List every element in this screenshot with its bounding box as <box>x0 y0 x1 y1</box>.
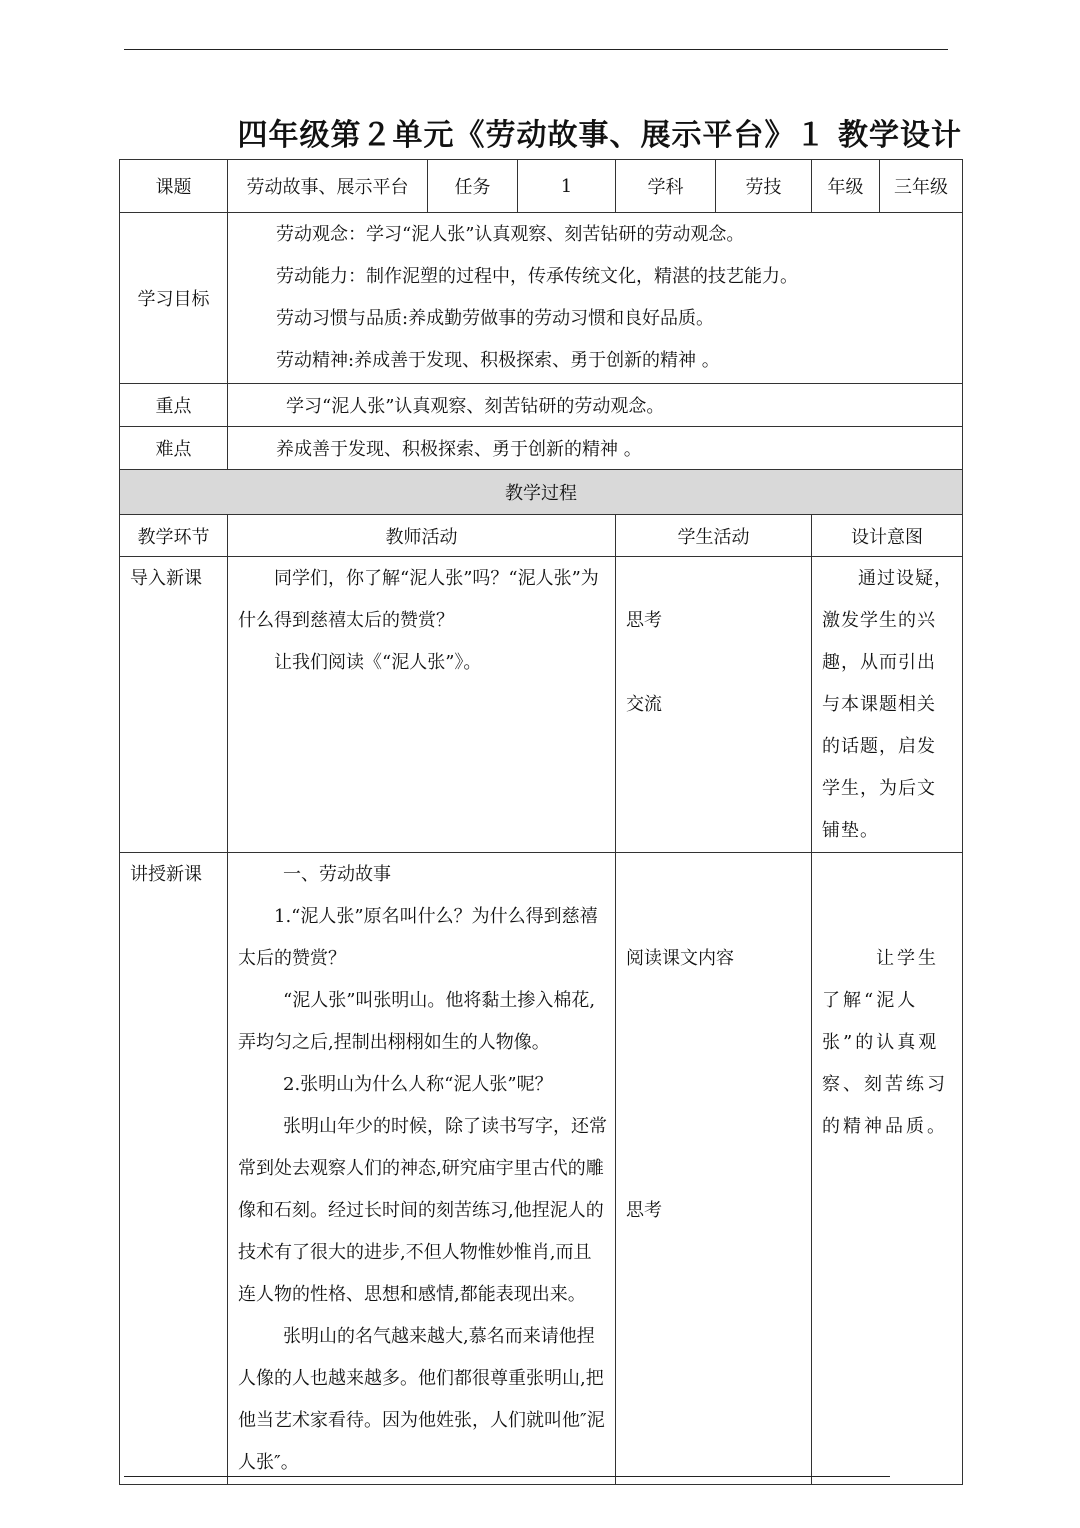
goals-label: 学习目标 <box>120 213 228 384</box>
header-student: 学生活动 <box>616 515 812 557</box>
intent-text: 通过设疑，激发学生的兴趣，从而引出与本课题相关的话题，启发学生，为后文铺垫。 <box>822 568 953 841</box>
teacher-paragraph: “泥人张”叫张明山。他将黏土掺入棉花,弄均匀之后,捏制出栩栩如生的人物像。 <box>238 990 596 1053</box>
student-item: 思考 <box>626 610 662 631</box>
teacher-paragraph: 2.张明山为什么人称“泥人张”呢？ <box>283 1074 553 1095</box>
document-title: 四年级第２单元《劳动故事、展示平台》１ 教学设计 <box>237 118 962 153</box>
teacher-paragraph: 让我们阅读《“泥人张”》。 <box>274 652 482 673</box>
difficulty-text: 养成善于发现、积极探索、勇于创新的精神 。 <box>228 427 963 470</box>
goal-item: 劳动精神:养成善于发现、积极探索、勇于创新的精神 。 <box>276 350 720 371</box>
subject-label: 课题 <box>120 160 228 213</box>
student-item: 思考 <box>626 1200 662 1221</box>
key-point-row <box>120 384 963 427</box>
stage-cell: 导入新课 <box>120 557 228 853</box>
goal-item: 劳动观念：学习“泥人张”认真观察、刻苦钻研的劳动观念。 <box>276 224 745 245</box>
grade-label: 年级 <box>812 160 880 213</box>
teacher-paragraph: 1.“泥人张”原名叫什么？为什么得到慈禧太后的赞赏？ <box>238 906 598 969</box>
header-stage: 教学环节 <box>120 515 228 557</box>
goals-row <box>120 213 963 384</box>
teacher-activity <box>228 853 616 1485</box>
process-header-row <box>120 515 963 557</box>
intent-text: 让学生了解“泥人张”的认真观察、刻苦练习的精神品质。 <box>822 948 948 1137</box>
key-point-label: 重点 <box>120 384 228 427</box>
task-label: 任务 <box>428 160 518 213</box>
goals-content <box>228 213 963 384</box>
difficulty-row <box>120 427 963 470</box>
teacher-paragraph: 张明山的名气越来越大,慕名而来请他捏人像的人也越来越多。他们都很尊重张明山,把他当艺术家看待。因为他姓张，人们就叫他″泥人张″。 <box>238 1326 605 1473</box>
teacher-paragraph: 张明山年少的时候，除了读书写字，还常常到处去观察人们的神态,研究庙宇里古代的雕像和石刻。经过长时间的刻苦练习,他捏泥人的技术有了很大的进步,不但人物惟妙惟肖,而且连人物的性格、思想和感情,都能表现出来。 <box>238 1116 607 1305</box>
difficulty-label: 难点 <box>120 427 228 470</box>
goal-item: 劳动能力：制作泥塑的过程中，传承传统文化，精湛的技艺能力。 <box>276 266 798 287</box>
process-row-lesson <box>120 853 963 1485</box>
discipline-label: 学科 <box>616 160 716 213</box>
design-intent <box>812 557 963 853</box>
stage-cell: 讲授新课 <box>120 853 228 1485</box>
info-row <box>120 160 963 213</box>
grade-value: 三年级 <box>880 160 963 213</box>
process-title: 教学过程 <box>120 470 963 515</box>
design-intent <box>812 853 963 1485</box>
student-item: 交流 <box>626 694 662 715</box>
subject-value: 劳动故事、展示平台 <box>228 160 428 213</box>
process-row-intro <box>120 557 963 853</box>
lesson-plan-table <box>119 159 963 1485</box>
student-item: 阅读课文内容 <box>626 948 734 969</box>
student-activity <box>616 853 812 1485</box>
process-title-row <box>120 470 963 515</box>
discipline-value: 劳技 <box>716 160 812 213</box>
student-activity <box>616 557 812 853</box>
header-intent: 设计意图 <box>812 515 963 557</box>
goal-item: 劳动习惯与品质:养成勤劳做事的劳动习惯和良好品质。 <box>276 308 715 329</box>
header-rule <box>124 49 948 50</box>
task-value: 1 <box>518 160 616 213</box>
teacher-paragraph: 同学们，你了解“泥人张”吗？“泥人张”为什么得到慈禧太后的赞赏？ <box>238 568 599 631</box>
teacher-paragraph: 一、劳动故事 <box>283 864 391 885</box>
footer-rule <box>124 1476 890 1477</box>
teacher-activity <box>228 557 616 853</box>
key-point-text: 学习“泥人张”认真观察、刻苦钻研的劳动观念。 <box>228 384 963 427</box>
header-teacher: 教师活动 <box>228 515 616 557</box>
